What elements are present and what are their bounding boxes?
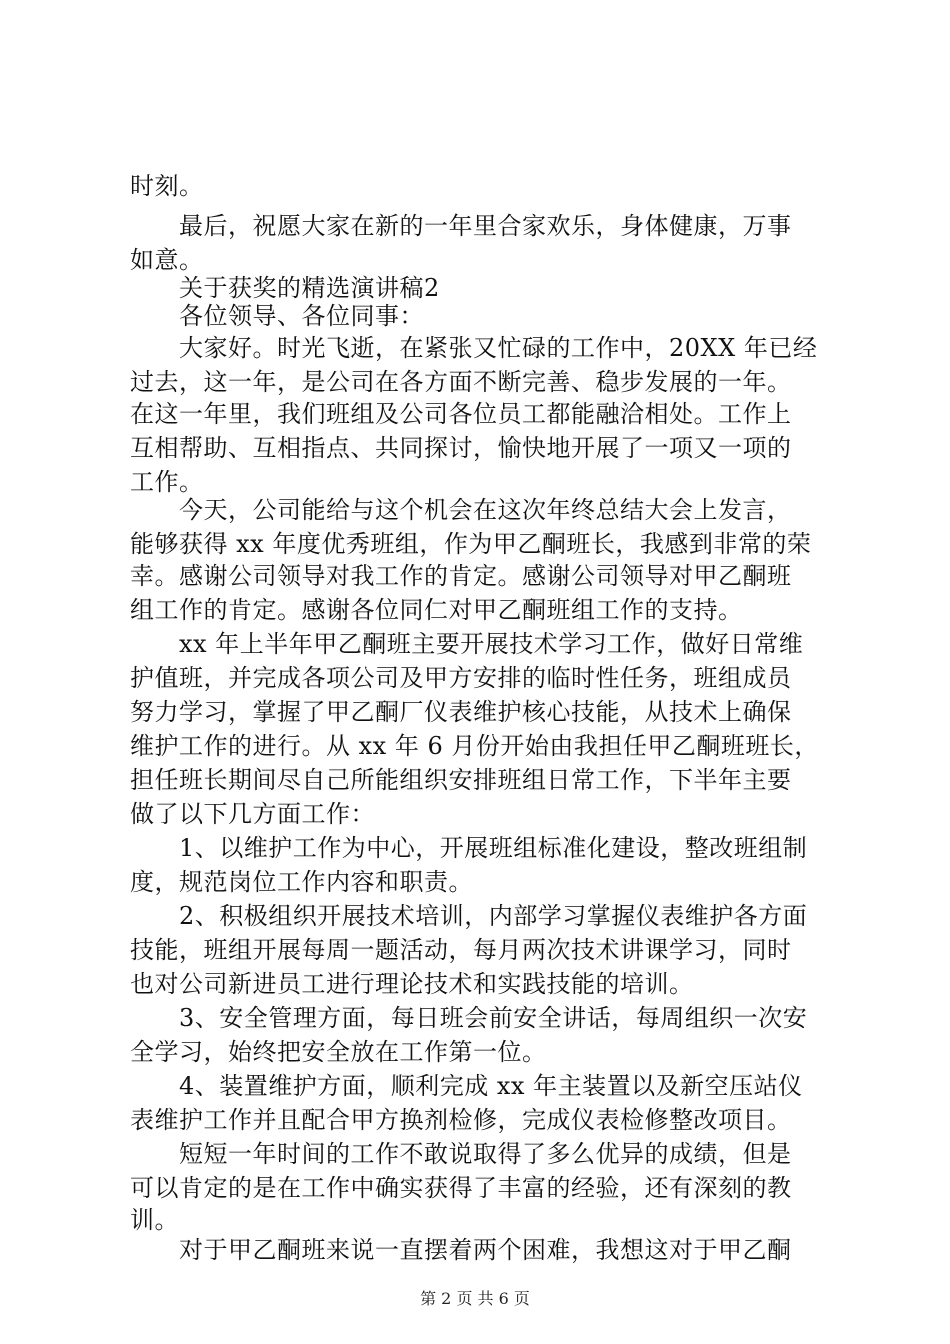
text-line: 幸。感谢公司领导对我工作的肯定。感谢公司领导对甲乙酮班	[130, 562, 792, 590]
text-line: 2、积极组织开展技术培训，内部学习掌握仪表维护各方面	[130, 902, 808, 930]
text-line: 3、安全管理方面，每日班会前安全讲话，每周组织一次安	[130, 1004, 808, 1032]
text-line: 全学习，始终把安全放在工作第一位。	[130, 1038, 547, 1066]
text-line: 努力学习，掌握了甲乙酮厂仪表维护核心技能，从技术上确保	[130, 698, 792, 726]
text-line: 表维护工作并且配合甲方换剂检修，完成仪表检修整改项目。	[130, 1106, 792, 1134]
text-line: 大家好。时光飞逝，在紧张又忙碌的工作中，20XX 年已经	[130, 334, 818, 362]
text-line: 1、以维护工作为中心，开展班组标准化建设，整改班组制	[130, 834, 808, 862]
text-line: 护值班，并完成各项公司及甲方安排的临时性任务，班组成员	[130, 664, 792, 692]
text-line: 关于获奖的精选演讲稿2	[130, 274, 440, 302]
text-line: 工作。	[130, 468, 204, 496]
text-line: 4、装置维护方面，顺利完成 xx 年主装置以及新空压站仪	[130, 1072, 803, 1100]
text-line: 对于甲乙酮班来说一直摆着两个困难，我想这对于甲乙酮	[130, 1236, 792, 1264]
text-line: 最后，祝愿大家在新的一年里合家欢乐，身体健康，万事	[130, 212, 792, 240]
text-line: 各位领导、各位同事：	[130, 302, 424, 330]
text-line: 做了以下几方面工作：	[130, 800, 375, 828]
text-line: 也对公司新进员工进行理论技术和实践技能的培训。	[130, 970, 694, 998]
page-footer: 第 2 页 共 6 页	[420, 1289, 530, 1308]
text-line: 技能，班组开展每周一题活动，每月两次技术讲课学习，同时	[130, 936, 792, 964]
text-line: 能够获得 xx 年度优秀班组，作为甲乙酮班长，我感到非常的荣	[130, 530, 812, 558]
text-line: 今天，公司能给与这个机会在这次年终总结大会上发言，	[130, 496, 792, 524]
text-line: xx 年上半年甲乙酮班主要开展技术学习工作，做好日常维	[130, 630, 804, 658]
text-line: 在这一年里，我们班组及公司各位员工都能融洽相处。工作上	[130, 400, 792, 428]
text-line: 度，规范岗位工作内容和职责。	[130, 868, 473, 896]
text-line: 如意。	[130, 246, 204, 274]
text-line: 训。	[130, 1206, 179, 1234]
text-line: 时刻。	[130, 172, 204, 200]
text-line: 互相帮助、互相指点、共同探讨，愉快地开展了一项又一项的	[130, 434, 792, 462]
text-line: 担任班长期间尽自己所能组织安排班组日常工作，下半年主要	[130, 766, 792, 794]
text-line: 维护工作的进行。从 xx 年 6 月份开始由我担任甲乙酮班班长，	[130, 732, 819, 760]
text-line: 可以肯定的是在工作中确实获得了丰富的经验，还有深刻的教	[130, 1174, 792, 1202]
text-line: 短短一年时间的工作不敢说取得了多么优异的成绩，但是	[130, 1140, 792, 1168]
text-line: 组工作的肯定。感谢各位同仁对甲乙酮班组工作的支持。	[130, 596, 743, 624]
text-line: 过去，这一年，是公司在各方面不断完善、稳步发展的一年。	[130, 368, 792, 396]
